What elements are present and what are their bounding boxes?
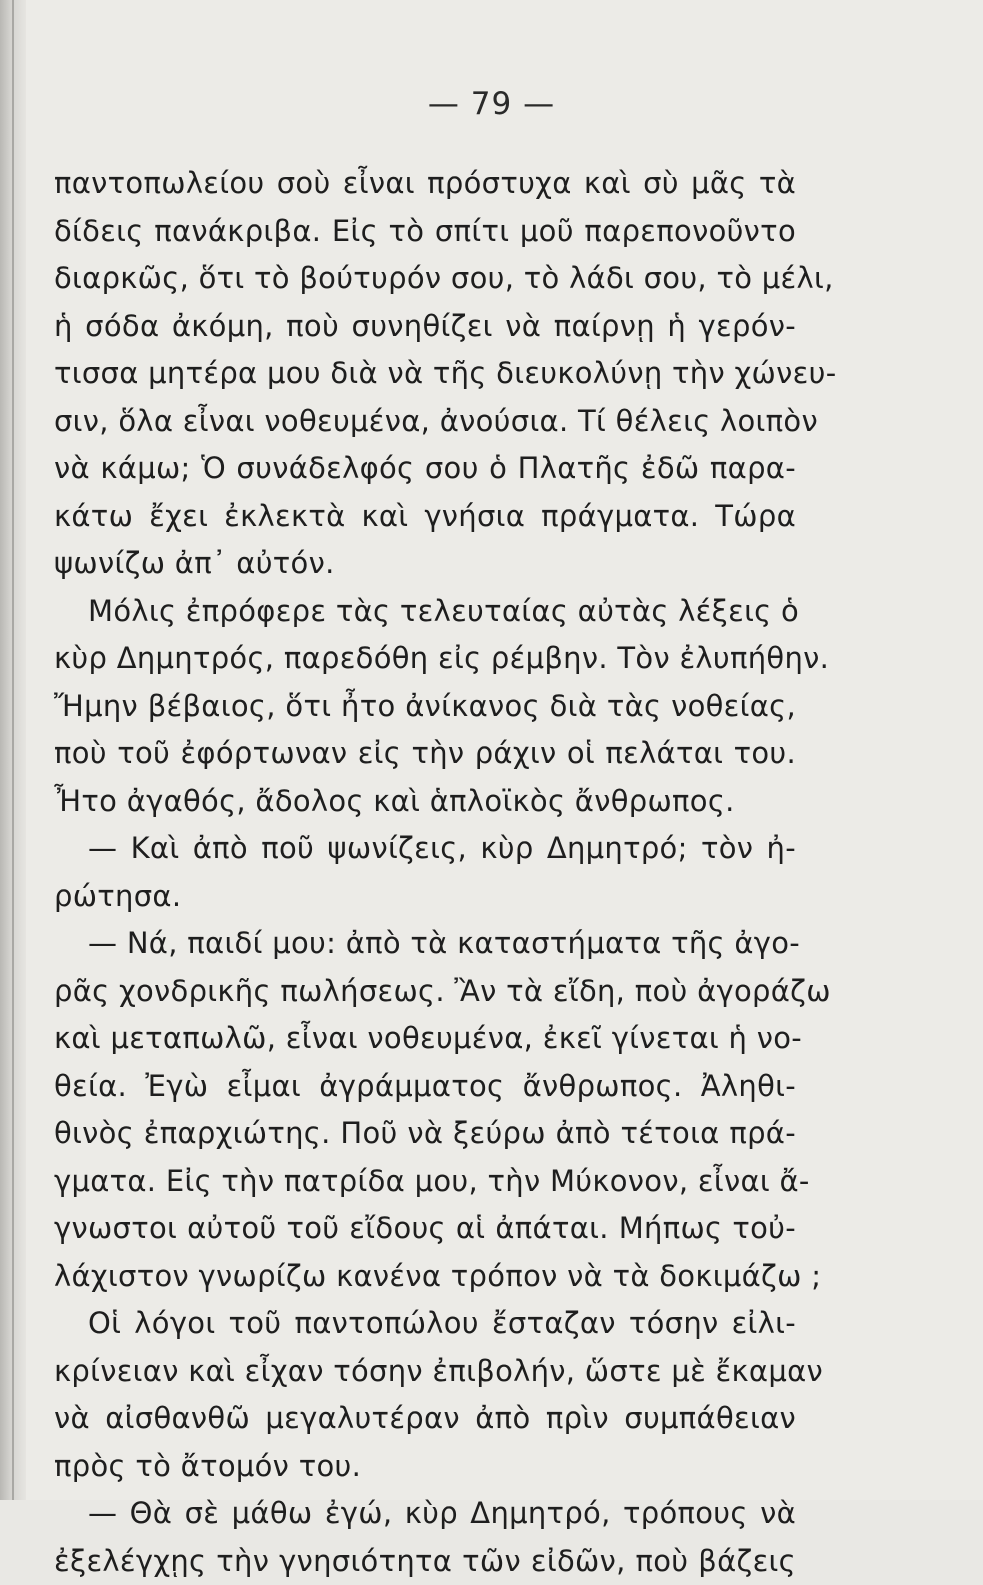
- text-line: νὰ κάμω; Ὁ συνάδελφός σου ὁ Πλατῆς ἐδῶ παρα-: [54, 445, 796, 493]
- text-line: — Νά, παιδί μου: ἀπὸ τὰ καταστήματα τῆς ἀγο-: [54, 920, 796, 968]
- body-text: [54, 160, 796, 1585]
- text-line: τισσα μητέρα μου διὰ νὰ τῆς διευκολύνῃ τὴν χώνευ-: [54, 350, 796, 398]
- text-line: κρίνειαν καὶ εἶχαν τόσην ἐπιβολήν, ὥστε μὲ ἔκαμαν: [54, 1348, 796, 1396]
- text-line: ἐξελέγχῃς τὴν γνησιότητα τῶν εἰδῶν, ποὺ βάζεις: [54, 1538, 796, 1585]
- text-line: πρὸς τὸ ἄτομόν του.: [54, 1443, 796, 1491]
- text-line: Ἦτο ἀγαθός, ἄδολος καὶ ἁπλοϊκὸς ἄνθρωπος.: [54, 778, 796, 826]
- text-line: ποὺ τοῦ ἐφόρτωναν εἰς τὴν ράχιν οἱ πελάται του.: [54, 730, 796, 778]
- text-line: — Θὰ σὲ μάθω ἐγώ, κὺρ Δημητρό, τρόπους νὰ: [54, 1490, 796, 1538]
- text-line: Μόλις ἐπρόφερε τὰς τελευταίας αὐτὰς λέξεις ὁ: [54, 588, 796, 636]
- text-line: θινὸς ἐπαρχιώτης. Ποῦ νὰ ξεύρω ἀπὸ τέτοια πρά-: [54, 1110, 796, 1158]
- text-line: ψωνίζω ἀπ᾽ αὐτόν.: [54, 540, 796, 588]
- text-line: γματα. Εἰς τὴν πατρίδα μου, τὴν Μύκονον, εἶναι ἄ-: [54, 1158, 796, 1206]
- text-line: Ἤμην βέβαιος, ὅτι ἦτο ἀνίκανος διὰ τὰς νοθείας,: [54, 683, 796, 731]
- text-line: ἡ σόδα ἀκόμη, ποὺ συνηθίζει νὰ παίρνῃ ἡ γερόν-: [54, 303, 796, 351]
- text-line: Οἱ λόγοι τοῦ παντοπώλου ἔσταζαν τόσην εἰλι-: [54, 1300, 796, 1348]
- text-line: καὶ μεταπωλῶ, εἶναι νοθευμένα, ἐκεῖ γίνεται ἡ νο-: [54, 1015, 796, 1063]
- text-line: νὰ αἰσθανθῶ μεγαλυτέραν ἀπὸ πρὶν συμπάθειαν: [54, 1395, 796, 1443]
- text-line: θεία. Ἐγὼ εἶμαι ἀγράμματος ἄνθρωπος. Ἀληθι-: [54, 1063, 796, 1111]
- text-line: κάτω ἔχει ἐκλεκτὰ καὶ γνήσια πράγματα. Τώρα: [54, 493, 796, 541]
- text-line: ρᾶς χονδρικῆς πωλήσεως. Ἂν τὰ εἴδη, ποὺ ἀγοράζω: [54, 968, 796, 1016]
- text-line: σιν, ὅλα εἶναι νοθευμένα, ἀνούσια. Τί θέλεις λοιπὸν: [54, 398, 796, 446]
- text-line: ρώτησα.: [54, 873, 796, 921]
- text-line: — Καὶ ἀπὸ ποῦ ψωνίζεις, κὺρ Δημητρό; τὸν ἠ-: [54, 825, 796, 873]
- text-line: δίδεις πανάκριβα. Εἰς τὸ σπίτι μοῦ παρεπονοῦντο: [54, 208, 796, 256]
- text-line: παντοπωλείου σοὺ εἶναι πρόστυχα καὶ σὺ μᾶς τὰ: [54, 160, 796, 208]
- text-line: κὺρ Δημητρός, παρεδόθη εἰς ρέμβην. Τὸν ἐλυπήθην.: [54, 635, 796, 683]
- page-number: — 79 —: [0, 86, 983, 122]
- text-line: λάχιστον γνωρίζω κανένα τρόπον νὰ τὰ δοκιμάζω ;: [54, 1253, 796, 1301]
- text-line: διαρκῶς, ὅτι τὸ βούτυρόν σου, τὸ λάδι σου, τὸ μέλι,: [54, 255, 796, 303]
- text-line: γνωστοι αὐτοῦ τοῦ εἴδους αἱ ἀπάται. Μήπως τοὐ-: [54, 1205, 796, 1253]
- gutter-line: [12, 0, 14, 1500]
